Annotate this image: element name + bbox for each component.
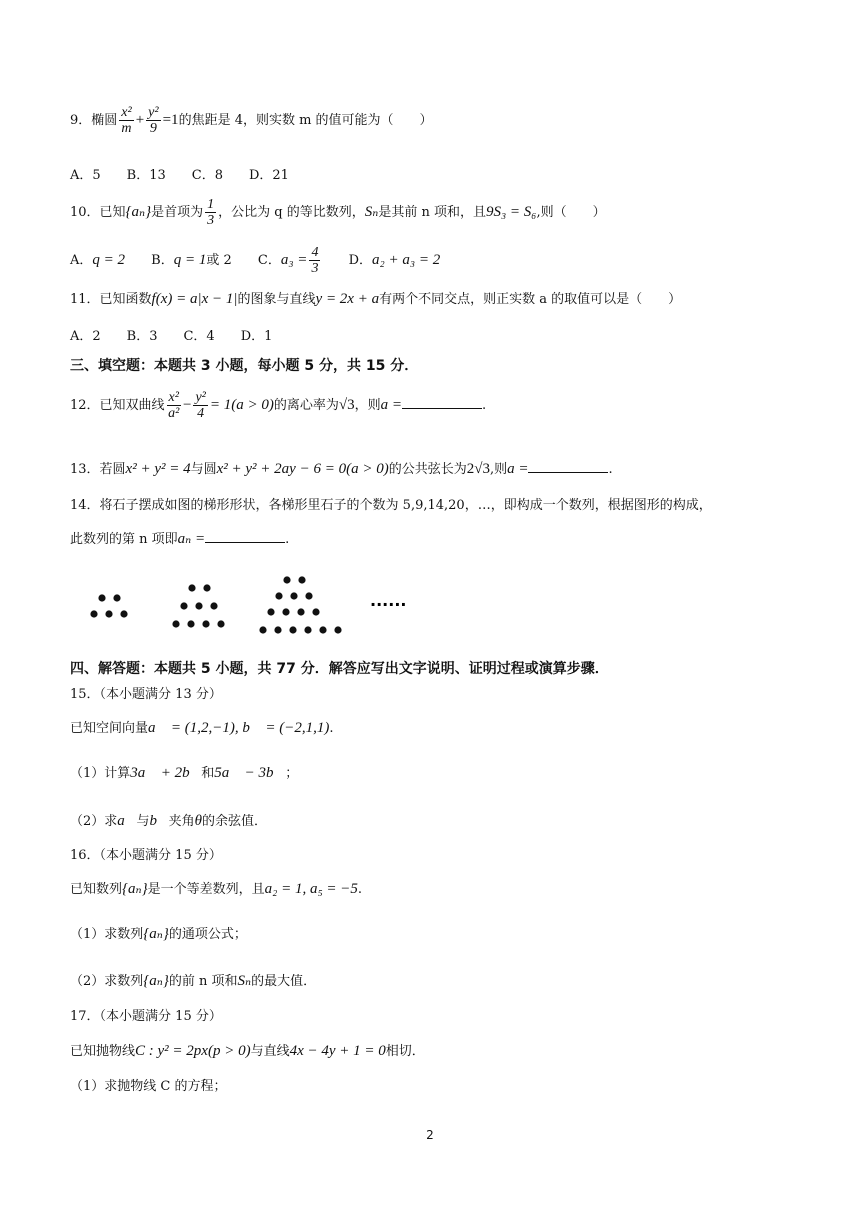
section-3-heading: 三、填空题：本题共 3 小题，每小题 5 分，共 15 分．: [70, 358, 419, 374]
q9-fraction-x: [119, 105, 133, 136]
q10-suffix: ,则（ ）: [536, 205, 606, 220]
q16-terms: a₂ = 1, a₅ = −5: [264, 881, 358, 897]
q17-parabola: C : y² = 2px(p > 0): [135, 1043, 251, 1059]
question-16-part1: [70, 925, 247, 944]
q11-prefix: 11．已知函数: [70, 292, 152, 307]
q10-opt-c-math: a₃ =: [280, 252, 308, 268]
q9-eq: =1: [162, 112, 179, 128]
q15-1-mid: 和: [201, 766, 215, 781]
question-9-options: A．5 B．13 C．8 D．21: [70, 168, 289, 183]
q11-func: f(x) = a|x − 1|: [151, 291, 238, 307]
trapezoid-2: [172, 584, 224, 627]
q12-cond: = 1(a > 0): [209, 397, 274, 413]
q13-circle1: x² + y² = 4: [125, 461, 191, 477]
question-15-heading: 15．（本小题满分 13 分）: [70, 687, 222, 702]
q10-num: 1: [207, 197, 215, 212]
continuation-dots: ······: [370, 595, 407, 614]
q10-cond: 9S₃ = S₆: [485, 204, 537, 220]
trapezoid-3: [259, 576, 341, 633]
question-14-line2: [70, 530, 289, 549]
q15-end: .: [329, 721, 334, 736]
question-11: [70, 290, 681, 309]
question-9: [70, 105, 433, 136]
q15-vectors: a⃗ = (1,2,−1), b⃗ = (−2,1,1): [148, 720, 330, 736]
q9-suffix: 的焦距是 4，则实数 m 的值可能为（ ）: [178, 113, 433, 128]
question-16-given: [70, 880, 362, 899]
q13-circle2: x² + y² + 2ay − 6 = 0(a > 0): [216, 461, 389, 477]
q12-den1: a²: [168, 406, 180, 421]
q14-answer-blank[interactable]: [205, 530, 285, 543]
q11-line: y = 2x + a: [315, 291, 380, 307]
q16-mid: 是一个等差数列，且: [147, 882, 265, 897]
q15-1-expr1: 3a⃗ + 2b⃗: [130, 765, 202, 781]
q10-mid1: 是首项为: [151, 205, 204, 220]
q13-prefix: 13．若圆: [70, 462, 126, 477]
q15-1-expr2: 5a⃗ − 3b⃗: [214, 765, 286, 781]
q16-2-end: 的最大值．: [251, 974, 317, 989]
q15-2-vec-b: b⃗: [149, 813, 169, 829]
q12-val: √3: [338, 397, 355, 413]
q9-plus: +: [135, 112, 145, 128]
q12-ans: a =: [380, 397, 402, 413]
question-15-given: [70, 719, 333, 738]
q10-opt-a-math: q = 2: [92, 252, 126, 268]
question-15-part2: [70, 812, 267, 831]
q16-end: .: [357, 882, 363, 897]
q13-mid2: 的公共弦长为: [388, 462, 467, 477]
q10-opt-c-den: 3: [311, 261, 319, 276]
question-11-options: A．2 B．3 C．4 D．1: [70, 329, 273, 344]
q12-fraction-y: [193, 390, 207, 421]
q13-mid1: 与圆: [190, 462, 217, 477]
q10-sn: Sₙ: [364, 204, 379, 220]
section-4-heading: 四、解答题：本题共 5 小题，共 77 分．解答应写出文字说明、证明过程或演算步骤．: [70, 661, 609, 677]
q15-2-prefix: （2）求: [70, 814, 118, 829]
q13-answer-blank[interactable]: [528, 460, 608, 473]
question-12: [70, 390, 486, 421]
page-number: 2: [426, 1128, 434, 1142]
q12-num1: x²: [168, 390, 179, 405]
q11-mid: 的图象与直线: [237, 292, 316, 307]
q16-1-end: 的通项公式；: [168, 927, 247, 942]
q16-1-prefix: （1）求数列: [70, 927, 144, 942]
q10-opt-b-math: q = 1: [173, 252, 207, 268]
q10-fraction: [205, 197, 216, 228]
trapezoid-1: [90, 594, 127, 617]
q12-minus: −: [182, 397, 192, 413]
q15-1-prefix: （1）计算: [70, 766, 131, 781]
question-10-options: [70, 245, 440, 276]
q14-ans: aₙ =: [177, 531, 206, 547]
question-17-heading: 17．（本小题满分 15 分）: [70, 1009, 222, 1024]
q10-opt-d: D．: [348, 253, 373, 268]
q10-opt-d-math: a₂ + a₃ = 2: [372, 252, 441, 268]
q9-fraction-y: [146, 105, 160, 136]
q13-end: .: [608, 462, 613, 477]
q10-den: 3: [207, 213, 215, 228]
q16-2-mid: 的前 n 项和: [168, 974, 238, 989]
question-14-line1: 14．将石子摆成如图的梯形形状，各梯形里石子的个数为 5,9,14,20，…，即构成一个数列，根据图形的构成，: [70, 498, 712, 513]
question-16-heading: 16．（本小题满分 15 分）: [70, 848, 222, 863]
q13-len: 2√3: [466, 461, 490, 477]
q9-num1: x²: [121, 105, 132, 120]
question-13: [70, 460, 613, 479]
q16-2-prefix: （2）求数列: [70, 974, 144, 989]
q10-opt-b: B．: [151, 253, 174, 268]
q15-2-mid1: 与: [136, 814, 150, 829]
q15-2-theta: θ: [194, 813, 203, 829]
q10-opt-a: A．: [70, 253, 93, 268]
q16-2-seq: {aₙ}: [143, 973, 169, 989]
q17-mid: 与直线: [250, 1044, 290, 1059]
q10-seq: {aₙ}: [125, 204, 152, 220]
question-17-given: [70, 1042, 425, 1061]
q9-den2: 9: [149, 121, 157, 136]
q10-opt-c: C．: [257, 253, 281, 268]
q10-mid2: ，公比为 q 的等比数列，: [218, 205, 365, 220]
q17-end: 相切．: [385, 1044, 425, 1059]
q9-den1: m: [121, 121, 132, 136]
q16-2-sn: Sₙ: [237, 973, 252, 989]
q15-1-end: ；: [285, 766, 299, 781]
q9-prefix: 9．椭圆: [70, 113, 118, 128]
q10-opt-c-fraction: [309, 245, 320, 276]
q12-end: .: [481, 398, 487, 413]
q15-2-end: 的余弦值．: [202, 814, 268, 829]
q12-num2: y²: [195, 390, 206, 405]
q10-prefix: 10．已知: [70, 205, 126, 220]
q10-opt-b-tail: 或 2: [206, 253, 232, 268]
q10-mid3: 是其前 n 项和，且: [378, 205, 486, 220]
q17-line: 4x − 4y + 1 = 0: [289, 1043, 386, 1059]
q12-suffix: ，则: [354, 398, 381, 413]
q12-mid: 的离心率为: [273, 398, 339, 413]
q12-answer-blank[interactable]: [402, 396, 482, 409]
q13-suffix: ,则: [489, 462, 508, 477]
q12-den2: 4: [197, 406, 205, 421]
question-15-part1: [70, 764, 298, 783]
question-10: [70, 197, 606, 228]
q16-1-seq: {aₙ}: [143, 926, 169, 942]
q15-2-vec-a: a⃗: [117, 813, 137, 829]
q12-prefix: 12．已知双曲线: [70, 398, 165, 413]
question-16-part2: [70, 972, 316, 991]
q15-prefix: 已知空间向量: [70, 721, 149, 736]
q14-prefix: 此数列的第 n 项即: [70, 532, 178, 547]
stone-trapezoid-figure: [80, 570, 440, 640]
q11-suffix: 有两个不同交点，则正实数 a 的取值可以是（ ）: [379, 292, 682, 307]
q16-seq: {aₙ}: [122, 881, 148, 897]
q17-prefix: 已知抛物线: [70, 1044, 136, 1059]
q14-end: .: [285, 532, 290, 547]
q15-2-mid2: 夹角: [168, 814, 195, 829]
q16-prefix: 已知数列: [70, 882, 123, 897]
question-17-part1: （1）求抛物线 C 的方程；: [70, 1079, 227, 1094]
q12-fraction-x: [167, 390, 181, 421]
q13-ans: a =: [507, 461, 529, 477]
q9-num2: y²: [148, 105, 159, 120]
q10-opt-c-num: 4: [311, 245, 319, 260]
